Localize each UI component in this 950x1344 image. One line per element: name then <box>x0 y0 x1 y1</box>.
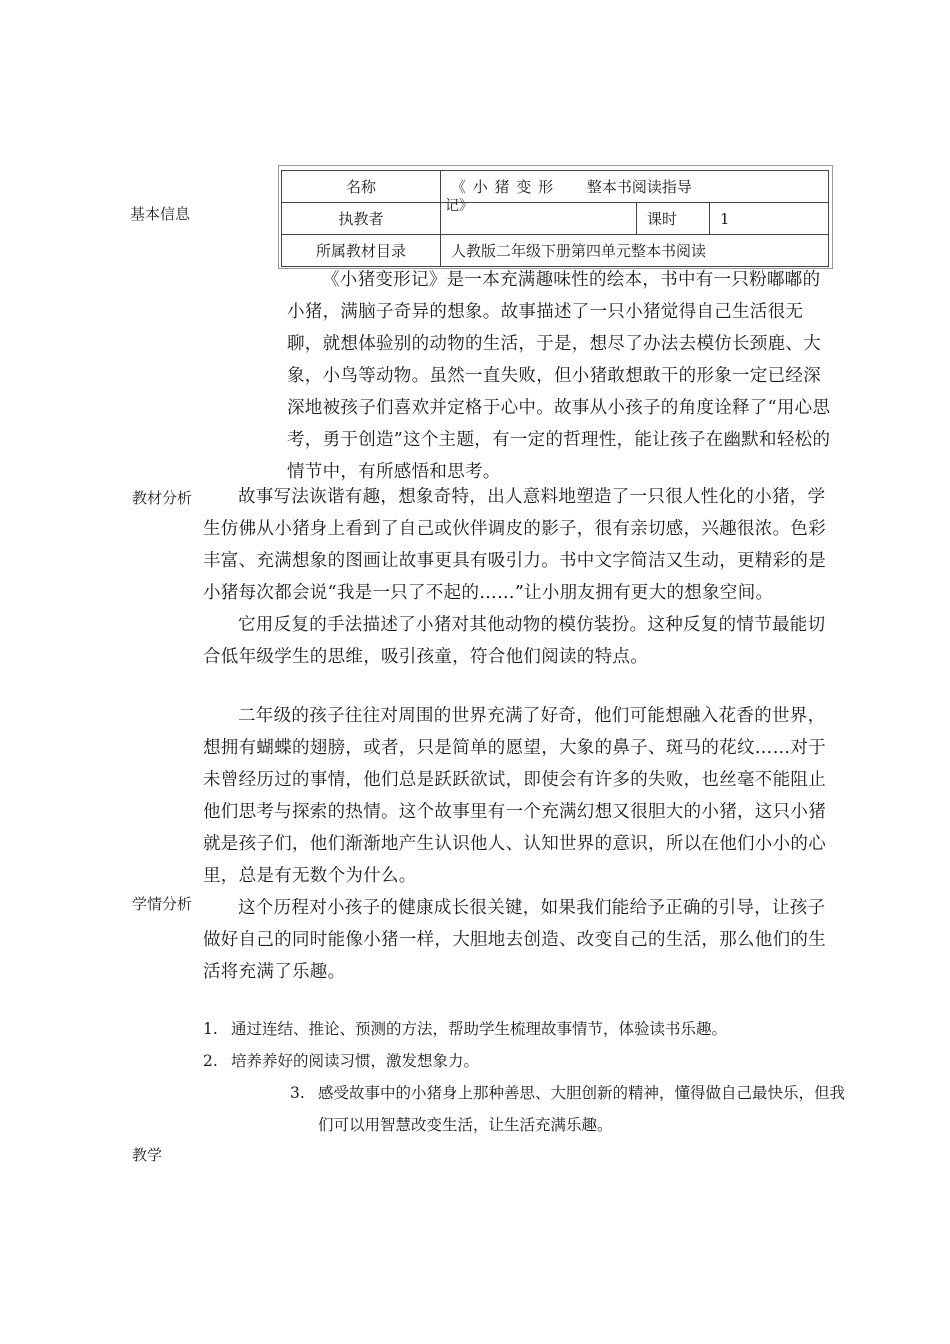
table-row <box>282 203 829 235</box>
list-item: 3. 感受故事中的小猪身上那种善思、大胆创新的精神，懂得做自己最快乐，但我们可以用智慧改变生活，让生活充满乐趣。 <box>290 1084 846 1134</box>
learner-paragraph: 这个历程对小孩子的健康成长很关键，如果我们能给予正确的引导，让孩子做好自己的同时能像小猪一样，大胆地去创造、改变自己的生活，那么他们的生活将充满了乐趣。 <box>203 898 826 982</box>
hours-value-cell: 1 <box>710 203 829 235</box>
name-label-cell: 名称 <box>282 171 441 203</box>
material-paragraph: 它用反复的手法描述了小猪对其他动物的模仿装扮。这种反复的情节最能切合低年级学生的思维，吸引孩童，符合他们阅读的特点。 <box>203 615 826 667</box>
teacher-label-cell: 执教者 <box>282 203 441 235</box>
material-analysis-body <box>203 481 831 673</box>
catalog-label-cell: 所属教材目录 <box>282 235 441 267</box>
name-value-cell: 《 小 猪 变 形 整本书阅读指导 记》 <box>441 171 829 203</box>
learner-analysis-body <box>203 700 831 988</box>
catalog-value-cell: 人教版二年级下册第四单元整本书阅读 <box>441 235 829 267</box>
label-teaching: 教学 <box>132 1146 163 1164</box>
material-paragraph: 故事写法诙谐有趣，想象奇特，出人意料地塑造了一只很人性化的小猪，学生仿佛从小猪身上看到了自己或伙伴调皮的影子，很有亲切感，兴趣很浓。色彩丰富、充满想象的图画让故事更具有吸引力。书中文字简洁又生动，更精彩的是小猪每次都会说“我是一只了不起的……”让小朋友拥有更大的想象空间。 <box>203 487 826 603</box>
label-learner-analysis: 学情分析 <box>132 895 193 913</box>
material-intro-paragraph: 《小猪变形记》是一本充满趣味性的绘本，书中有一只粉嘟嘟的小猪，满脑子奇异的想象。故事描述了一只小猪觉得自己生活很无聊，就想体验别的动物的生活，于是，想尽了办法去模仿长颈鹿、大象，小鸟等动物。虽然一直失败，但小猪敢想敢干的形象一定已经深深地被孩子们喜欢并定格于心中。故事从小孩子的角度诠释了“用心思考，勇于创造”这个主题，有一定的哲理性，能让孩子在幽默和轻松的情节中，有所感悟和思考。 <box>287 270 831 482</box>
basic-info-table <box>281 170 829 267</box>
list-item: 2. 培养养好的阅读习惯，激发想象力。 <box>203 1052 480 1070</box>
label-basic-info: 基本信息 <box>130 205 191 223</box>
label-material-analysis: 教材分析 <box>132 489 193 507</box>
goals-list <box>203 1013 823 1077</box>
table-row <box>282 171 829 203</box>
list-item: 1. 通过连结、推论、预测的方法，帮助学生梳理故事情节，体验读书乐趣。 <box>203 1020 728 1038</box>
learner-paragraph: 二年级的孩子往往对周围的世界充满了好奇，他们可能想融入花香的世界，想拥有蝴蝶的翅膀，或者，只是简单的愿望，大象的鼻子、斑马的花纹……对于未曾经历过的事情，他们总是跃跃欲试，即使会有许多的失败，也丝毫不能阻止他们思考与探索的热情。这个故事里有一个充满幻想又很胆大的小猪，这只小猪就是孩子们，他们渐渐地产生认识他人、认知世界的意识，所以在他们小小的心里，总是有无数个为什么。 <box>203 706 826 886</box>
hours-label-cell: 课时 <box>637 203 710 235</box>
table-row <box>282 235 829 267</box>
